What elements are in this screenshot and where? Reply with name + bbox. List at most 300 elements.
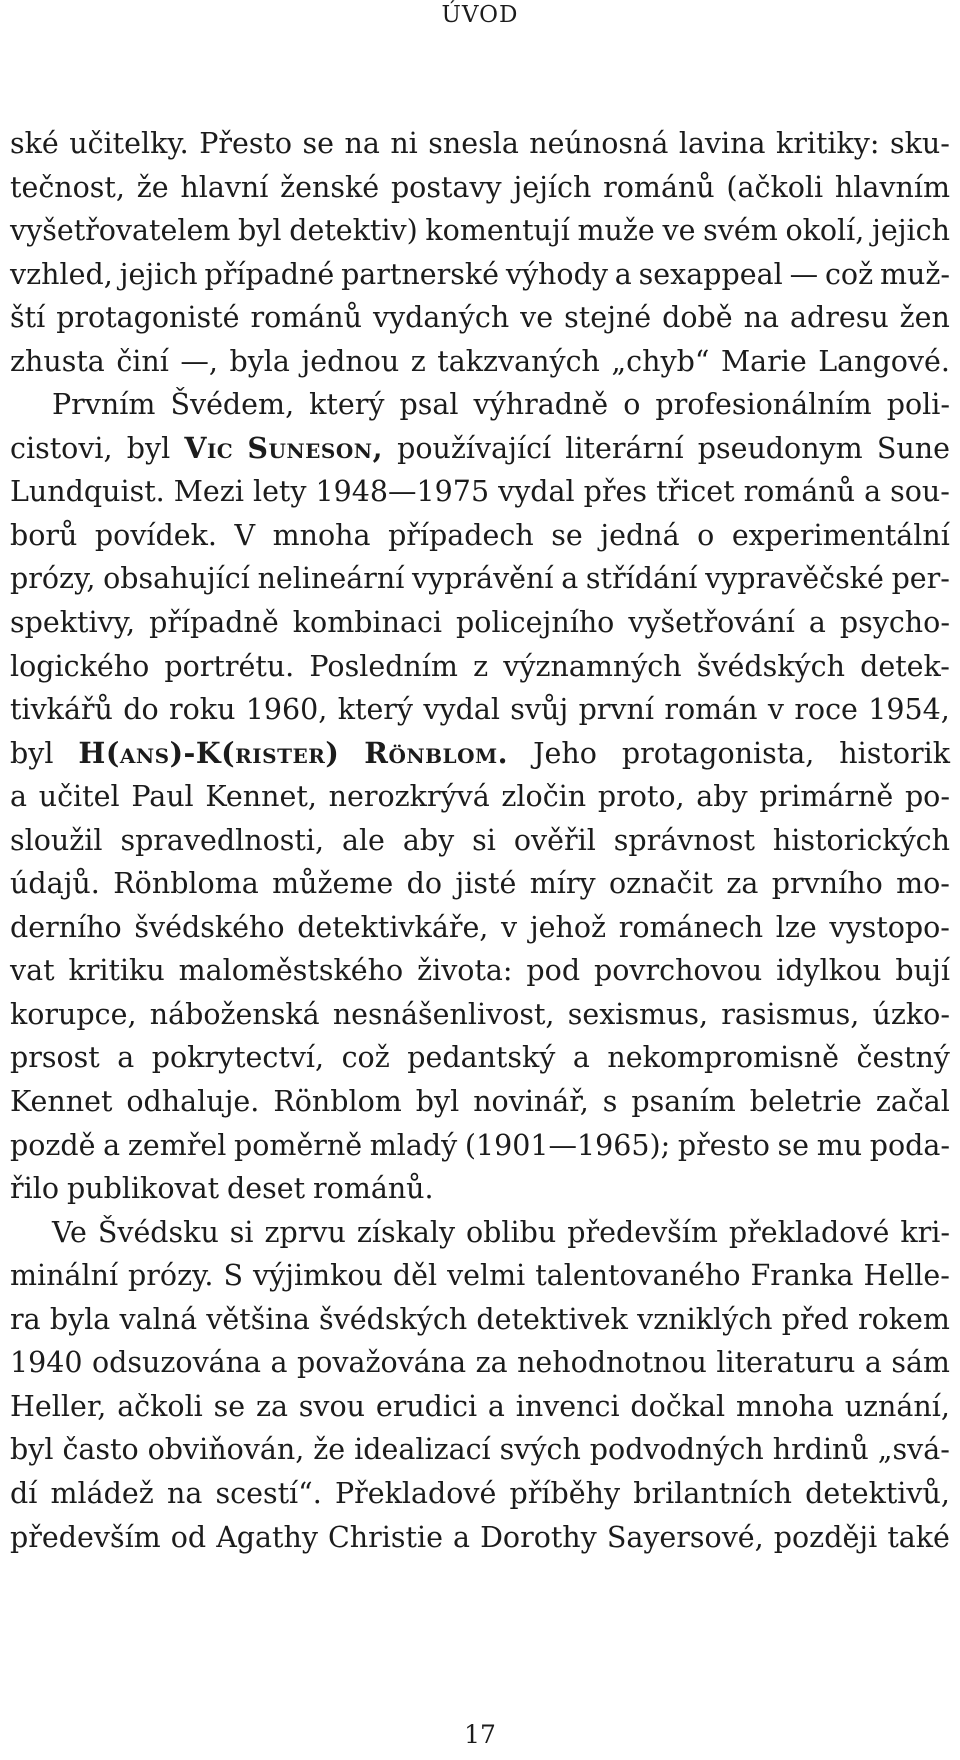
word: vypravěčské bbox=[705, 562, 884, 596]
text-line bbox=[10, 1385, 950, 1429]
word: historik bbox=[839, 736, 950, 770]
word: primárně bbox=[759, 780, 894, 814]
word: poměrně bbox=[233, 1128, 363, 1162]
word: výjimkou bbox=[252, 1259, 383, 1293]
text-line bbox=[10, 166, 950, 210]
word: vydal bbox=[498, 475, 575, 509]
author-name: H(ans)-K(rister) bbox=[78, 735, 340, 770]
word: děl bbox=[392, 1259, 438, 1293]
word: náboženská bbox=[149, 997, 320, 1031]
word: takzvaných bbox=[437, 344, 600, 378]
word: s bbox=[602, 1085, 618, 1119]
word: invenci bbox=[515, 1389, 620, 1423]
word: ženské bbox=[280, 170, 380, 204]
word: získaly bbox=[356, 1215, 456, 1249]
word: čestný bbox=[856, 1041, 950, 1075]
word: vzniklých bbox=[637, 1302, 773, 1336]
page-number: 17 bbox=[464, 1720, 496, 1749]
word: brilantních bbox=[633, 1476, 792, 1510]
word: a bbox=[864, 1346, 882, 1380]
word: muže bbox=[577, 214, 655, 248]
word: ra bbox=[10, 1302, 41, 1336]
word: vzhled, bbox=[10, 257, 113, 291]
word: V bbox=[234, 518, 256, 552]
word: údajů. bbox=[10, 867, 100, 901]
word: prsost bbox=[10, 1041, 100, 1075]
word: Franka bbox=[750, 1259, 854, 1293]
word: stejné bbox=[564, 301, 652, 335]
word: aby bbox=[402, 823, 455, 857]
word: psal bbox=[399, 388, 459, 422]
word: žen bbox=[899, 301, 950, 335]
word: života: bbox=[417, 954, 513, 988]
word: byl bbox=[10, 1433, 54, 1467]
word: psaním bbox=[631, 1085, 736, 1119]
word: případech bbox=[388, 518, 534, 552]
word: deset bbox=[227, 1172, 306, 1206]
word: významných bbox=[503, 649, 682, 683]
word: ve bbox=[662, 214, 696, 248]
word: logického bbox=[10, 649, 150, 683]
word: za bbox=[475, 1346, 508, 1380]
word: komentují bbox=[425, 214, 570, 248]
word: výhody bbox=[505, 257, 608, 291]
word: tivkářů bbox=[10, 693, 113, 727]
word: literaturu bbox=[716, 1346, 856, 1380]
word: kri- bbox=[900, 1215, 950, 1249]
word: sloužil bbox=[10, 823, 103, 857]
word: míry bbox=[529, 867, 596, 901]
word: „chyb“ bbox=[611, 344, 710, 378]
word: lety bbox=[252, 475, 307, 509]
word: po- bbox=[904, 780, 950, 814]
word: maloměstského bbox=[178, 954, 404, 988]
word: per- bbox=[891, 562, 950, 596]
word: tečnost, bbox=[10, 170, 125, 204]
word: prózy. bbox=[128, 1259, 214, 1293]
word: dočkal bbox=[630, 1389, 726, 1423]
word: sám bbox=[891, 1346, 950, 1380]
word: byl bbox=[10, 736, 54, 770]
text-line bbox=[10, 775, 950, 819]
word: a bbox=[453, 1520, 471, 1554]
word: Paul bbox=[131, 780, 194, 814]
word: byl bbox=[126, 431, 171, 465]
word: literární bbox=[565, 431, 684, 465]
word: mládež bbox=[50, 1476, 154, 1510]
word: podvodných bbox=[589, 1433, 764, 1467]
word: cistovi, bbox=[10, 431, 113, 465]
text-line bbox=[10, 949, 950, 993]
word: výhradně bbox=[473, 388, 609, 422]
word: Posledním bbox=[309, 649, 458, 683]
running-header: ÚVOD bbox=[441, 2, 519, 28]
word: sexappeal bbox=[638, 257, 783, 291]
word: mu bbox=[816, 1128, 863, 1162]
word: románů bbox=[603, 170, 715, 204]
text-line bbox=[10, 688, 950, 732]
word: nelineární bbox=[257, 562, 405, 596]
word: 1960, bbox=[245, 693, 328, 727]
word: prvního bbox=[771, 867, 883, 901]
word: Švédsku bbox=[97, 1215, 219, 1249]
word: vydaných bbox=[372, 301, 510, 335]
word: povrchovou bbox=[594, 954, 763, 988]
word: —, bbox=[180, 344, 218, 378]
text-line bbox=[10, 862, 950, 906]
word: se bbox=[551, 518, 583, 552]
word: jejich bbox=[119, 257, 198, 291]
text-line bbox=[10, 122, 950, 166]
word: detektivek bbox=[476, 1302, 628, 1336]
word: za bbox=[255, 1389, 288, 1423]
word: a bbox=[561, 562, 579, 596]
text-line bbox=[10, 557, 950, 601]
text-line bbox=[10, 340, 950, 384]
word: především bbox=[567, 1215, 718, 1249]
word: a bbox=[270, 1346, 288, 1380]
word: který bbox=[309, 388, 385, 422]
word: zločin bbox=[501, 780, 587, 814]
word: vyprávění bbox=[412, 562, 554, 596]
word: a bbox=[117, 1041, 135, 1075]
text-line bbox=[10, 209, 950, 253]
word: ští bbox=[10, 301, 46, 335]
author-name: Vic bbox=[184, 430, 234, 465]
word: spravedlnosti, bbox=[120, 823, 325, 857]
word: činí bbox=[116, 344, 169, 378]
text-line bbox=[10, 819, 950, 863]
word: později bbox=[773, 1520, 878, 1554]
word: Marie bbox=[720, 344, 807, 378]
word: byl bbox=[238, 214, 282, 248]
word: mo- bbox=[896, 867, 950, 901]
word: Mezi bbox=[173, 475, 244, 509]
word: Lundquist. bbox=[10, 475, 165, 509]
word: zhusta bbox=[10, 344, 105, 378]
word: jejích bbox=[513, 170, 592, 204]
word: aby bbox=[696, 780, 748, 814]
word: hlavním bbox=[834, 170, 950, 204]
word: ověřil bbox=[513, 823, 596, 857]
word: svém bbox=[703, 214, 778, 248]
word: z bbox=[410, 344, 426, 378]
word: partnerské bbox=[341, 257, 499, 291]
word: detektivů, bbox=[805, 1476, 950, 1510]
word: ni bbox=[390, 127, 418, 160]
word: si bbox=[472, 823, 496, 857]
word: pod bbox=[526, 954, 581, 988]
word: román bbox=[664, 693, 758, 727]
word: rokem bbox=[857, 1302, 950, 1336]
word: můžeme bbox=[272, 867, 394, 901]
word: protagonisté bbox=[56, 301, 240, 335]
word: beletrie bbox=[749, 1085, 862, 1119]
word: na bbox=[344, 127, 380, 160]
text-line bbox=[10, 1124, 950, 1168]
text-line bbox=[10, 601, 950, 645]
text-line bbox=[10, 906, 950, 950]
word: povídek. bbox=[94, 518, 217, 552]
word: obviňován, bbox=[147, 1433, 305, 1467]
word: mnoha bbox=[272, 518, 371, 552]
word: roce bbox=[794, 693, 858, 727]
text-line bbox=[10, 1036, 950, 1080]
text-line bbox=[10, 1211, 950, 1255]
word: úzko- bbox=[872, 997, 950, 1031]
text-line bbox=[10, 470, 950, 514]
word: jejich bbox=[872, 214, 950, 248]
word: z bbox=[473, 649, 489, 683]
word: začal bbox=[875, 1085, 950, 1119]
word: Ve bbox=[52, 1215, 87, 1249]
word: nehodnotnou bbox=[517, 1346, 707, 1380]
word: svých bbox=[499, 1433, 581, 1467]
word: ačkoli bbox=[117, 1389, 203, 1423]
word: příběhy bbox=[509, 1476, 621, 1510]
word: což bbox=[341, 1041, 390, 1075]
word: Švédem, bbox=[170, 388, 295, 422]
word: idealizací bbox=[354, 1433, 491, 1467]
word: detek- bbox=[860, 649, 950, 683]
word: o bbox=[623, 388, 641, 422]
word: idylkou bbox=[776, 954, 882, 988]
word: a bbox=[614, 257, 632, 291]
word: Sune bbox=[876, 431, 950, 465]
word: že bbox=[136, 170, 169, 204]
word: postavy bbox=[390, 170, 502, 204]
word: scestí“. bbox=[215, 1476, 322, 1510]
word: a bbox=[487, 1389, 505, 1423]
word: učitel bbox=[38, 780, 120, 814]
word: obsahující bbox=[103, 562, 250, 596]
word: hrdinů bbox=[772, 1433, 869, 1467]
word: adresu bbox=[789, 301, 889, 335]
author-name: Suneson, bbox=[247, 430, 383, 465]
word: protagonista, bbox=[621, 736, 815, 770]
word: do bbox=[123, 693, 159, 727]
word: především bbox=[10, 1520, 161, 1554]
word: uznání, bbox=[844, 1389, 950, 1423]
word: románů bbox=[743, 475, 856, 509]
word: lavina bbox=[678, 127, 766, 160]
word: pokrytectví, bbox=[151, 1041, 325, 1075]
word: Kennet bbox=[10, 1085, 113, 1119]
word: detektivkáře, bbox=[297, 910, 489, 944]
word: používající bbox=[397, 431, 552, 465]
word: přes bbox=[583, 475, 648, 509]
word: roku bbox=[169, 693, 236, 727]
word: Překladové bbox=[334, 1476, 497, 1510]
word: době bbox=[662, 301, 733, 335]
word: většina bbox=[206, 1302, 310, 1336]
word: přesto bbox=[677, 1128, 770, 1162]
word: Jeho bbox=[533, 736, 597, 770]
word: jisté bbox=[455, 867, 517, 901]
word: románech bbox=[618, 910, 764, 944]
word: 1940 bbox=[10, 1346, 83, 1380]
word: na bbox=[743, 301, 779, 335]
word: pozdě bbox=[10, 1128, 96, 1162]
word: Heller, bbox=[10, 1389, 107, 1423]
word: byl bbox=[415, 1085, 460, 1119]
word: publikovat bbox=[66, 1172, 220, 1206]
word: často bbox=[62, 1433, 139, 1467]
word: (ačkoli bbox=[726, 170, 824, 204]
word: jedná bbox=[600, 518, 680, 552]
word: psycho- bbox=[839, 606, 950, 640]
body-text bbox=[10, 122, 950, 1559]
text-line bbox=[10, 1341, 950, 1385]
word: ale bbox=[341, 823, 385, 857]
word: vystopo- bbox=[829, 910, 950, 944]
word: švédského bbox=[134, 910, 285, 944]
word: překladové bbox=[728, 1215, 890, 1249]
word: spektivy, bbox=[10, 606, 136, 640]
word: — bbox=[789, 257, 819, 291]
text-line bbox=[10, 427, 950, 471]
word: profesionálním bbox=[655, 388, 872, 422]
text-line bbox=[10, 1167, 950, 1211]
word: románů. bbox=[313, 1172, 434, 1206]
word: vyšetřovatelem bbox=[10, 214, 231, 248]
word: do bbox=[406, 867, 443, 901]
word: policejního bbox=[456, 606, 615, 640]
word: snesla bbox=[428, 127, 519, 160]
word: 1954, bbox=[868, 693, 950, 727]
word: vydal bbox=[423, 693, 500, 727]
word: románů bbox=[250, 301, 362, 335]
word: střídání bbox=[585, 562, 698, 596]
word: Langové. bbox=[818, 344, 950, 378]
word: talentovaného bbox=[535, 1259, 741, 1293]
word: na bbox=[166, 1476, 203, 1510]
word: okolí, bbox=[785, 214, 865, 248]
word: „svá- bbox=[877, 1433, 950, 1467]
word: za bbox=[726, 867, 759, 901]
word: se bbox=[213, 1389, 246, 1423]
text-line bbox=[10, 1080, 950, 1124]
word: švédských bbox=[319, 1302, 468, 1336]
word: valná bbox=[119, 1302, 198, 1336]
word: portrétu. bbox=[164, 649, 295, 683]
word: mnoha bbox=[735, 1389, 834, 1423]
text-line bbox=[10, 1254, 950, 1298]
word: Helle- bbox=[863, 1259, 950, 1293]
text-line bbox=[10, 993, 950, 1037]
word: historických bbox=[772, 823, 950, 857]
word: Prvním bbox=[52, 388, 156, 422]
text-line bbox=[10, 645, 950, 689]
word: zprvu bbox=[264, 1215, 346, 1249]
word: o bbox=[697, 518, 715, 552]
word: případné bbox=[204, 257, 335, 291]
word: Rönbloma bbox=[113, 867, 259, 901]
word: což bbox=[824, 257, 874, 291]
word: 1948—1975 bbox=[315, 475, 490, 509]
word: oblibu bbox=[466, 1215, 557, 1249]
word: ve bbox=[520, 301, 554, 335]
word: kombinaci bbox=[292, 606, 443, 640]
word: Sayersové, bbox=[606, 1520, 764, 1554]
text-line bbox=[10, 296, 950, 340]
word: sexismus, bbox=[567, 997, 709, 1031]
text-line bbox=[10, 732, 950, 776]
word: třicet bbox=[656, 475, 735, 509]
text-line bbox=[10, 1298, 950, 1342]
word: učitelky. bbox=[69, 127, 189, 160]
text-line bbox=[10, 1472, 950, 1516]
word: svůj bbox=[510, 693, 569, 727]
word: erudici bbox=[375, 1389, 478, 1423]
word: také bbox=[887, 1520, 950, 1554]
word: v bbox=[767, 693, 784, 727]
word: odsuzována bbox=[92, 1346, 262, 1380]
word: kritiky: bbox=[775, 127, 880, 160]
word: poda- bbox=[869, 1128, 950, 1162]
word: označit bbox=[608, 867, 714, 901]
word: který bbox=[337, 693, 414, 727]
word: řilo bbox=[10, 1172, 60, 1206]
word: nekompromisně bbox=[607, 1041, 840, 1075]
word: si bbox=[229, 1215, 254, 1249]
word: jednou bbox=[301, 344, 400, 378]
word: Dorothy bbox=[480, 1520, 597, 1554]
word: Rönblom bbox=[273, 1085, 402, 1119]
word: byla bbox=[229, 344, 290, 378]
text-line bbox=[10, 383, 950, 427]
word: jehož bbox=[529, 910, 607, 944]
word: minální bbox=[10, 1259, 119, 1293]
word: byla bbox=[49, 1302, 111, 1336]
word: se bbox=[302, 127, 335, 160]
text-line bbox=[10, 514, 950, 558]
word: vyšetřování bbox=[628, 606, 795, 640]
word: nesnášenlivost, bbox=[332, 997, 555, 1031]
word: a bbox=[864, 475, 882, 509]
word: poli- bbox=[886, 388, 950, 422]
word: experimentální bbox=[731, 518, 950, 552]
word: novinář, bbox=[473, 1085, 589, 1119]
word: Christie bbox=[328, 1520, 443, 1554]
word: korupce, bbox=[10, 997, 137, 1031]
text-line bbox=[10, 1428, 950, 1472]
text-line bbox=[10, 253, 950, 297]
word: mladý bbox=[369, 1128, 458, 1162]
word: muž- bbox=[879, 257, 950, 291]
word: nerozkrývá bbox=[328, 780, 490, 814]
word: detektiv) bbox=[289, 214, 418, 248]
word: sou- bbox=[890, 475, 950, 509]
word: správnost bbox=[613, 823, 755, 857]
word: borů bbox=[10, 518, 78, 552]
word: a bbox=[103, 1128, 121, 1162]
word: rasismus, bbox=[721, 997, 860, 1031]
word: Přesto bbox=[199, 127, 293, 160]
word: považována bbox=[296, 1346, 467, 1380]
word: Agathy bbox=[216, 1520, 318, 1554]
word: S bbox=[223, 1259, 243, 1293]
word: od bbox=[170, 1520, 207, 1554]
word: neúnosná bbox=[529, 127, 669, 160]
text-line bbox=[10, 1516, 950, 1560]
word: sku- bbox=[889, 127, 950, 160]
word: pedantský bbox=[407, 1041, 556, 1075]
word: a bbox=[808, 606, 826, 640]
author-name: Rönblom. bbox=[364, 735, 509, 770]
word: švédských bbox=[696, 649, 845, 683]
word: v bbox=[501, 910, 518, 944]
